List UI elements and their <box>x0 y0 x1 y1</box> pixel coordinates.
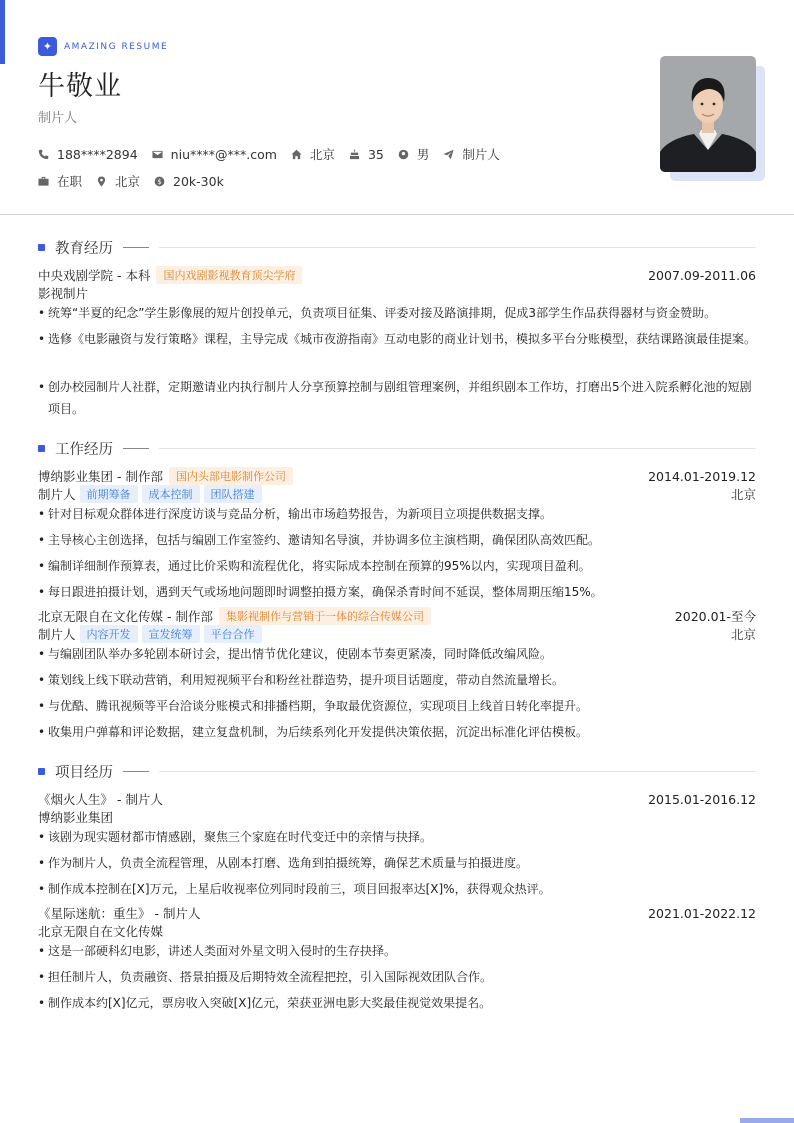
work-location: 北京 <box>730 487 756 502</box>
section-marker <box>38 244 45 251</box>
home-icon <box>291 149 302 160</box>
status-text: 在职 <box>57 174 83 189</box>
list-item: • 作为制片人，负责全流程管理，从剧本打磨、选角到拍摄统筹，确保艺术质量与拍摄进度。 <box>38 856 529 870</box>
project-date: 2015.01-2016.12 <box>648 791 756 807</box>
project-org: 北京无限自在文化传媒 <box>38 924 164 939</box>
project-name: 《星际迷航：重生》 - 制片人 <box>38 906 201 921</box>
education-section-header <box>38 237 756 257</box>
target-info <box>443 145 500 163</box>
section-title: 项目经历 <box>55 764 113 781</box>
project-heading <box>38 790 756 808</box>
section-rule <box>159 247 756 248</box>
brand-text: AMAZING RESUME <box>64 41 169 52</box>
salary-info <box>154 174 224 189</box>
list-item: • 与编剧团队举办多轮剧本研讨会，提出情节优化建议，使剧本节奏更紧凑，同时降低改编风险。 <box>38 647 553 661</box>
section-divider <box>123 247 149 248</box>
email-info <box>152 147 277 162</box>
footer-accent-bar <box>740 1118 794 1123</box>
skill-tag: 成本控制 <box>142 485 200 503</box>
project-org-row <box>38 808 756 826</box>
section-divider <box>123 448 149 449</box>
phone-icon <box>38 149 49 160</box>
resume-header <box>0 0 794 215</box>
school-name: 中央戏剧学院 - 本科 <box>38 268 151 283</box>
target-text: 制片人 <box>462 147 500 162</box>
list-item: • 收集用户弹幕和评论数据，建立复盘机制，为后续系列化开发提供决策依据，沉淀出标准化评估模板。 <box>38 725 589 739</box>
home-text: 北京 <box>309 147 335 162</box>
work-heading <box>38 607 756 625</box>
work-role-row <box>38 485 756 503</box>
list-item: • 担任制片人，负责融资、搭景拍摄及后期特效全流程把控，引入国际视效团队合作。 <box>38 970 493 984</box>
candidate-title: 制片人 <box>38 111 78 126</box>
company-name: 博纳影业集团 - 制作部 <box>38 469 163 484</box>
section-title: 教育经历 <box>55 240 113 257</box>
work-date: 2020.01-至今 <box>674 609 756 624</box>
section-title: 工作经历 <box>55 441 113 458</box>
project-section-header <box>38 761 756 781</box>
mail-icon <box>152 149 163 160</box>
list-item: • 与优酷、腾讯视频等平台洽谈分账模式和排播档期，争取最优资源位，实现项目上线首日转化率提升。 <box>38 699 589 713</box>
gender-info <box>398 145 430 163</box>
gender-icon <box>398 149 409 160</box>
project-name: 《烟火人生》 - 制片人 <box>38 792 163 807</box>
section-rule <box>159 771 756 772</box>
location-info <box>96 172 140 190</box>
list-item: • 制作成本控制在[X]万元，上星后收视率位列同时段前三，项目回报率达[X]%，获得观众热评。 <box>38 882 551 896</box>
sparkle-icon: ✦ <box>38 37 57 56</box>
avatar <box>660 56 756 172</box>
send-icon <box>443 149 454 160</box>
skill-tag: 内容开发 <box>80 625 138 643</box>
list-item: • 选修《电影融资与发行策略》课程，主导完成《城市夜游指南》互动电影的商业计划书，模拟多平台分账模型，获结课路演最佳提案。 <box>38 332 757 346</box>
list-item: • 统筹“半夏的纪念”学生影像展的短片创投单元，负责项目征集、评委对接及路演排期，促成3部学生作品获得器材与资金赞助。 <box>38 306 717 320</box>
company-name: 北京无限自在文化传媒 - 制作部 <box>38 609 213 624</box>
section-marker <box>38 768 45 775</box>
job-role: 制片人 <box>38 487 76 502</box>
education-major: 影视制片 <box>38 286 89 301</box>
project-date: 2021.01-2022.12 <box>648 905 756 921</box>
list-item: • 该剧为现实题材都市情感剧，聚焦三个家庭在时代变迁中的亲情与抉择。 <box>38 830 433 844</box>
contact-row <box>38 145 514 163</box>
project-heading <box>38 904 756 922</box>
email-text: niu****@***.com <box>170 146 277 162</box>
candidate-name: 牛敬业 <box>38 71 122 102</box>
work-location: 北京 <box>730 627 756 642</box>
school-tag: 国内戏剧影视教育顶尖学府 <box>156 266 302 284</box>
list-item: • 制作成本约[X]亿元，票房收入突破[X]亿元，荣获亚洲电影大奖最佳视觉效果提名。 <box>38 996 492 1010</box>
work-date: 2014.01-2019.12 <box>648 468 756 484</box>
list-item: • 每日跟进拍摄计划，遇到天气或场地问题即时调整拍摄方案，确保杀青时间不延误，整体周期压缩15%。 <box>38 585 603 599</box>
education-date: 2007.09-2011.06 <box>648 267 756 283</box>
work-section-header <box>38 438 756 458</box>
salary-text: 20k-30k <box>173 173 224 189</box>
phone-text: 188****2894 <box>57 146 138 162</box>
project-org-row <box>38 922 756 940</box>
education-major-row <box>38 284 756 302</box>
age-text: 35 <box>367 146 384 162</box>
section-divider <box>123 771 149 772</box>
list-item: • 编制详细制作预算表，通过比价采购和流程优化，将实际成本控制在预算的95%以内，实现项目盈利。 <box>38 559 591 573</box>
list-item: • 策划线上线下联动营销，利用短视频平台和粉丝社群造势，提升项目话题度，带动自然流量增长。 <box>38 673 565 687</box>
project-org: 博纳影业集团 <box>38 810 114 825</box>
status-row <box>38 172 238 190</box>
age-info <box>349 147 384 162</box>
brand <box>38 37 168 56</box>
section-marker <box>38 445 45 452</box>
list-item: • 这是一部硬科幻电影，讲述人类面对外星文明入侵时的生存抉择。 <box>38 944 397 958</box>
work-heading <box>38 467 756 485</box>
list-item: • 针对目标观众群体进行深度访谈与竞品分析，输出市场趋势报告，为新项目立项提供数据支撑。 <box>38 507 553 521</box>
status-info <box>38 172 82 190</box>
skill-tag: 平台合作 <box>204 625 262 643</box>
section-rule <box>159 448 756 449</box>
money-icon <box>154 176 165 187</box>
list-item: • 主导核心主创选择，包括与编剧工作室签约、邀请知名导演，并协调多位主演档期，确保团队高效匹配。 <box>38 533 601 547</box>
job-role: 制片人 <box>38 627 76 642</box>
skill-tag: 前期筹备 <box>80 485 138 503</box>
home-info <box>291 145 335 163</box>
skill-tag: 宣发统筹 <box>142 625 200 643</box>
location-text: 北京 <box>115 174 141 189</box>
pin-icon <box>96 176 107 187</box>
phone-info <box>38 147 138 162</box>
work-role-row <box>38 625 756 643</box>
company-tag: 国内头部电影制作公司 <box>169 467 293 485</box>
education-heading <box>38 266 756 284</box>
skill-tag: 团队搭建 <box>204 485 262 503</box>
list-item: • 创办校园制片人社群，定期邀请业内执行制片人分享预算控制与剧组管理案例，并组织剧本工作坊，打磨出5个进入院系孵化池的短剧项目。 <box>38 380 752 416</box>
company-tag: 集影视制作与营销于一体的综合传媒公司 <box>219 607 431 625</box>
gender-text: 男 <box>416 147 430 162</box>
briefcase-icon <box>38 176 49 187</box>
svg-text:$: $ <box>157 177 162 186</box>
cake-icon <box>349 149 360 160</box>
